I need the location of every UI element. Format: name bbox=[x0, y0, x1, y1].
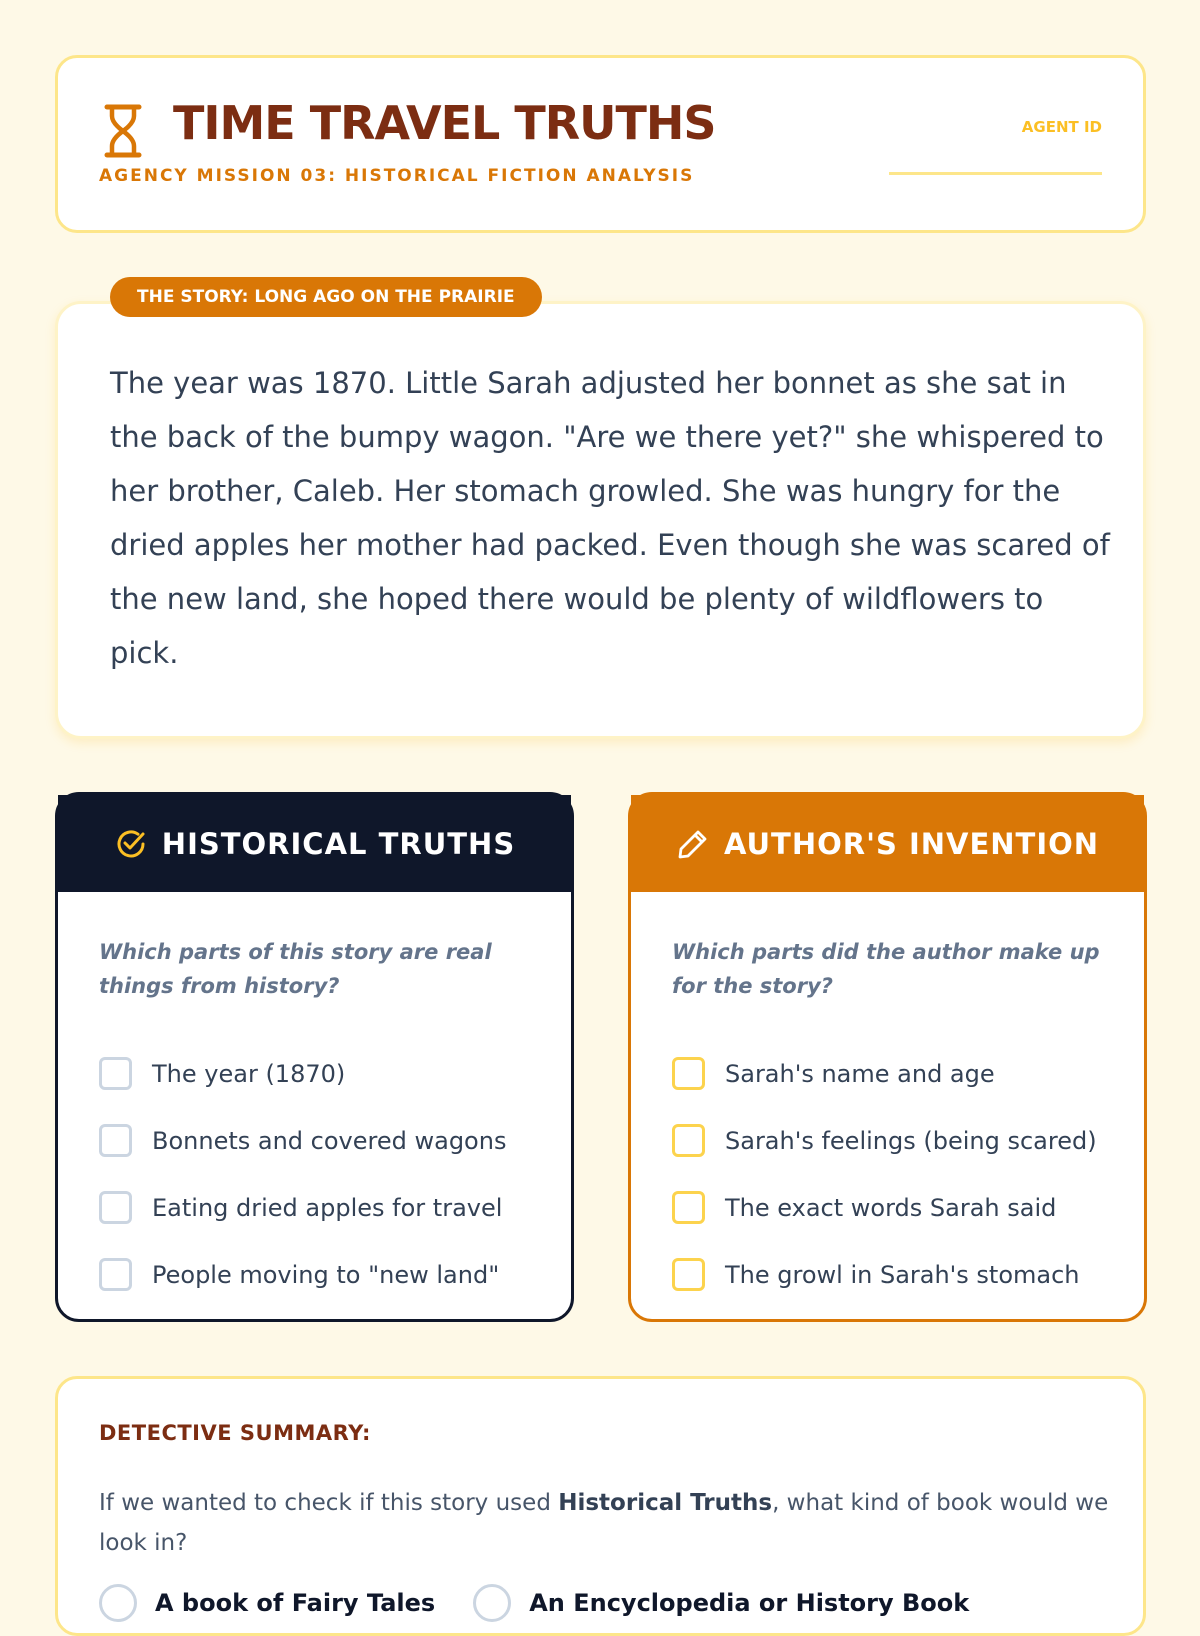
checklist-item[interactable] bbox=[672, 1107, 1097, 1174]
checklist-item-label: Eating dried apples for travel bbox=[152, 1193, 503, 1222]
checkbox[interactable] bbox=[672, 1258, 705, 1291]
checklist-item[interactable] bbox=[99, 1241, 506, 1308]
radio-button[interactable] bbox=[473, 1584, 511, 1622]
option-fairy-tales[interactable] bbox=[99, 1584, 435, 1622]
option-history-book[interactable] bbox=[473, 1584, 969, 1622]
checklist-item-label: The exact words Sarah said bbox=[725, 1193, 1057, 1222]
agent-id-label: AGENT ID bbox=[1021, 118, 1102, 136]
hourglass-icon bbox=[104, 104, 142, 158]
option-label: A book of Fairy Tales bbox=[155, 1589, 436, 1617]
checklist-item[interactable] bbox=[672, 1040, 1097, 1107]
checklist-item-label: Sarah's feelings (being scared) bbox=[725, 1126, 1097, 1155]
checkbox[interactable] bbox=[672, 1124, 705, 1157]
authors-invention-title: AUTHOR'S INVENTION bbox=[723, 826, 1100, 861]
checkbox[interactable] bbox=[99, 1191, 132, 1224]
checkbox[interactable] bbox=[99, 1258, 132, 1291]
pencil-icon bbox=[676, 827, 710, 861]
checklist-item[interactable] bbox=[672, 1241, 1097, 1308]
checkbox[interactable] bbox=[672, 1191, 705, 1224]
checkbox[interactable] bbox=[99, 1124, 132, 1157]
mission-header bbox=[55, 55, 1146, 233]
check-circle-icon bbox=[114, 827, 148, 861]
checklist-item[interactable] bbox=[99, 1107, 506, 1174]
checklist-item-label: Bonnets and covered wagons bbox=[152, 1126, 507, 1155]
summary-title: DETECTIVE SUMMARY: bbox=[99, 1421, 371, 1445]
historical-truths-title: HISTORICAL TRUTHS bbox=[161, 826, 516, 861]
checklist-item[interactable] bbox=[99, 1174, 506, 1241]
summary-question-text-end: , what kind of book would we look in? bbox=[99, 1490, 1109, 1556]
detective-summary-card bbox=[55, 1376, 1146, 1636]
authors-invention-panel bbox=[628, 792, 1147, 1322]
summary-options bbox=[99, 1584, 969, 1622]
story-text: The year was 1870. Little Sarah adjusted her bonnet as she sat in the back of the bumpy wagon. "Are we there yet?" she whispered to her brother, Caleb. Her stomach growled. She was hungry for the dried apples her mother had packed. Even though she was scared of the new land, she hoped there would be plenty of wildflowers to pick. bbox=[110, 366, 1110, 670]
checklist-item-label: The growl in Sarah's stomach bbox=[725, 1260, 1080, 1289]
historical-truths-panel bbox=[55, 792, 574, 1322]
summary-question-emphasis: Historical Truths bbox=[558, 1490, 773, 1516]
agent-id-input[interactable] bbox=[889, 172, 1102, 175]
historical-truths-list bbox=[99, 1040, 506, 1308]
summary-question-text: If we wanted to check if this story used bbox=[99, 1490, 559, 1516]
mission-subtitle: AGENCY MISSION 03: HISTORICAL FICTION ANALYSIS bbox=[99, 166, 695, 186]
checklist-item-label: People moving to "new land" bbox=[152, 1260, 500, 1289]
checklist-item-label: The year (1870) bbox=[152, 1059, 346, 1088]
historical-truths-header bbox=[58, 795, 571, 892]
summary-question bbox=[99, 1483, 1109, 1563]
story-card bbox=[55, 301, 1146, 739]
authors-invention-header bbox=[631, 795, 1144, 892]
authors-invention-prompt: Which parts did the author make up for the story? bbox=[672, 940, 1100, 998]
page-title: TIME TRAVEL TRUTHS bbox=[173, 96, 716, 150]
checklist-item[interactable] bbox=[99, 1040, 506, 1107]
radio-button[interactable] bbox=[99, 1584, 137, 1622]
checkbox[interactable] bbox=[99, 1057, 132, 1090]
checklist-item[interactable] bbox=[672, 1174, 1097, 1241]
historical-truths-prompt: Which parts of this story are real things from history? bbox=[99, 940, 492, 998]
option-label: An Encyclopedia or History Book bbox=[529, 1589, 970, 1617]
checklist-item-label: Sarah's name and age bbox=[725, 1059, 995, 1088]
authors-invention-list bbox=[672, 1040, 1097, 1308]
checkbox[interactable] bbox=[672, 1057, 705, 1090]
story-tag: THE STORY: LONG AGO ON THE PRAIRIE bbox=[110, 277, 542, 317]
